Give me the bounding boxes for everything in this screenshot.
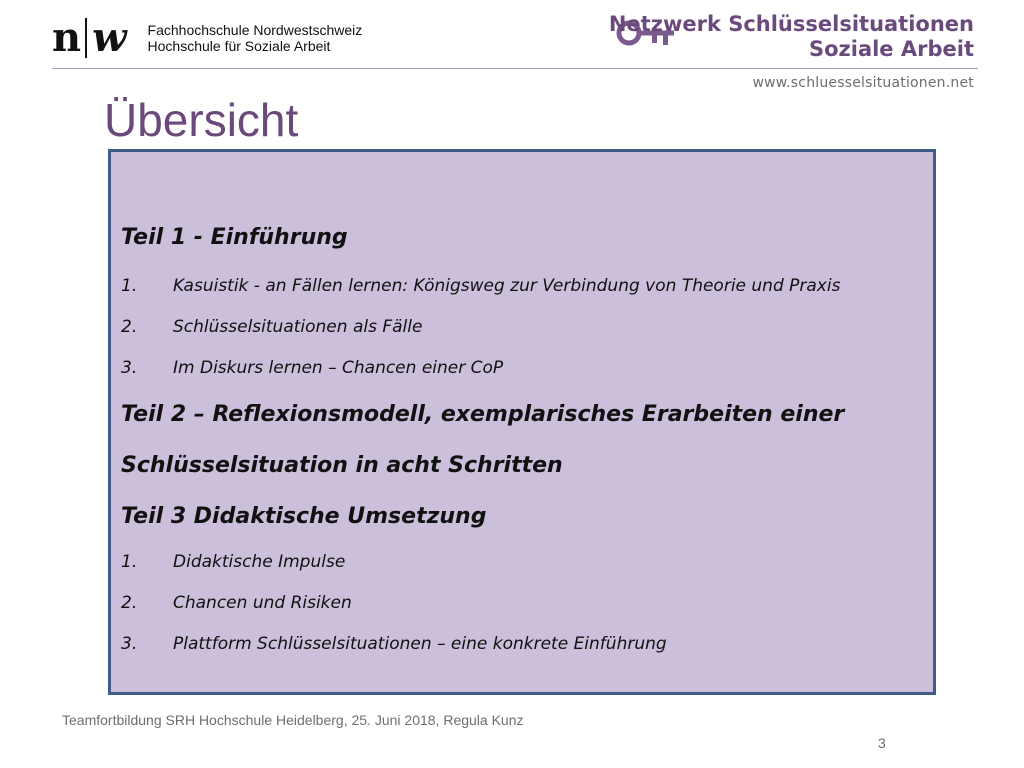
network-title-line-2: Soziale Arbeit [808, 37, 974, 61]
network-title [609, 12, 974, 62]
fhnw-logo-mark [52, 14, 126, 61]
list-item-text: Plattform Schlüsselsituationen – eine konkrete Einführung [173, 634, 667, 654]
list-item [121, 266, 933, 307]
section-3-list [121, 542, 933, 665]
page-number: 3 [878, 735, 886, 751]
list-item-number: 1. [121, 276, 138, 296]
list-item [121, 583, 933, 624]
list-item-number: 2. [121, 593, 138, 613]
list-item-number: 2. [121, 317, 138, 337]
section-3-heading: Teil 3 Didaktische Umsetzung [121, 504, 487, 529]
header-divider [52, 68, 978, 69]
website-url: www.schluesselsituationen.net [752, 75, 974, 91]
section-1-list [121, 266, 933, 389]
list-item-number: 3. [121, 358, 138, 378]
institution-name [148, 22, 363, 54]
list-item-text: Schlüsselsituationen als Fälle [173, 317, 423, 337]
section-2-heading-line-2: Schlüsselsituation in acht Schritten [121, 453, 563, 478]
list-item [121, 307, 933, 348]
logo-letter-n: n [52, 14, 81, 61]
institution-line-2: Hochschule für Soziale Arbeit [147, 38, 331, 54]
list-item-text: Kasuistik - an Fällen lernen: Königsweg zur Verbindung von Theorie und Praxis [173, 276, 841, 296]
logo-divider [85, 18, 87, 58]
list-item-text: Im Diskurs lernen – Chancen einer CoP [173, 358, 504, 378]
section-1-heading: Teil 1 - Einführung [121, 225, 348, 250]
list-item-number: 3. [121, 634, 138, 654]
network-title-line-1: Netzwerk Schlüsselsituationen [608, 12, 974, 36]
logo-letter-w: w [92, 14, 126, 61]
list-item [121, 348, 933, 389]
list-item-number: 1. [121, 552, 138, 572]
list-item [121, 542, 933, 583]
overview-box [108, 149, 936, 695]
section-2-heading-line-1: Teil 2 – Reflexionsmodell, exemplarisches Erarbeiten einer [121, 402, 845, 427]
list-item-text: Chancen und Risiken [173, 593, 352, 613]
footer-text: Teamfortbildung SRH Hochschule Heidelberg, 25. Juni 2018, Regula Kunz [62, 712, 524, 728]
institution-line-1: Fachhochschule Nordwestschweiz [147, 22, 363, 38]
list-item [121, 624, 933, 665]
slide-title: Übersicht [104, 94, 299, 146]
list-item-text: Didaktische Impulse [173, 552, 346, 572]
fhnw-logo [52, 12, 362, 64]
